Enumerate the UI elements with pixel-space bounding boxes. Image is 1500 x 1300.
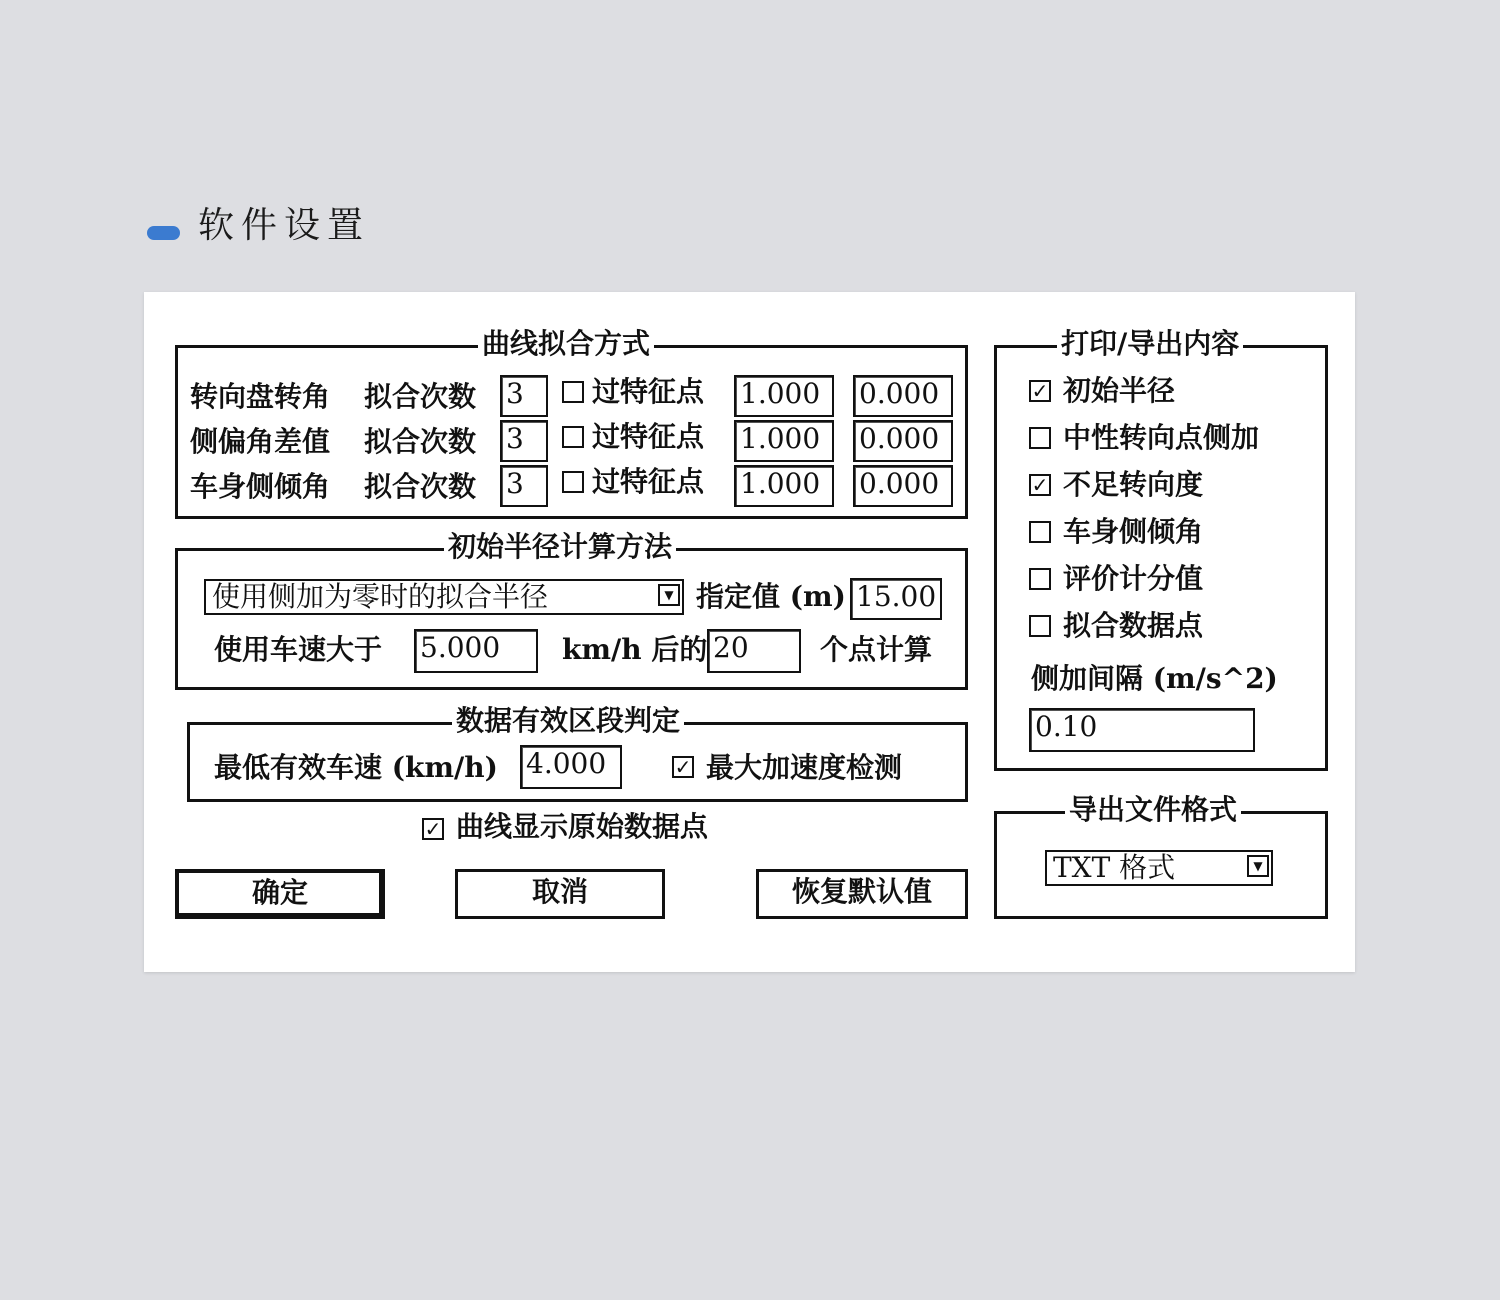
restore-defaults-button[interactable]: 恢复默认值 xyxy=(756,869,968,919)
speed-threshold-input[interactable]: 5.000 xyxy=(414,629,538,673)
fit-value2-input-slip[interactable]: 0.000 xyxy=(853,420,953,462)
page-title: 软件设置 xyxy=(198,205,371,246)
specified-value-label: 指定值 (m) xyxy=(696,580,846,613)
print-item-label: 不足转向度 xyxy=(1063,468,1204,501)
print-item-checkbox[interactable] xyxy=(1029,568,1051,590)
min-speed-input[interactable]: 4.000 xyxy=(520,745,622,789)
print-item-label: 评价计分值 xyxy=(1063,562,1204,595)
fit-order-label: 拟合次数 xyxy=(364,470,477,503)
print-item-checkbox[interactable]: ✓ xyxy=(1029,474,1051,496)
print-export-group xyxy=(994,327,1328,771)
fit-value2-input-steering[interactable]: 0.000 xyxy=(853,375,953,417)
curve-fit-legend: 曲线拟合方式 xyxy=(478,326,654,362)
radius-method-select[interactable] xyxy=(204,579,684,615)
lateral-accel-interval-input[interactable]: 0.10 xyxy=(1029,708,1255,752)
speed-threshold-label: 使用车速大于 xyxy=(214,633,383,666)
print-item-label: 初始半径 xyxy=(1063,374,1176,407)
print-item-label: 中性转向点侧加 xyxy=(1063,421,1260,454)
print-item-checkbox[interactable] xyxy=(1029,521,1051,543)
print-item-checkbox[interactable] xyxy=(1029,427,1051,449)
fit-order-input-steering[interactable]: 3 xyxy=(500,375,548,417)
max-accel-label: 最大加速度检测 xyxy=(706,751,903,784)
export-format-legend: 导出文件格式 xyxy=(1065,792,1241,828)
feature-point-label: 过特征点 xyxy=(592,465,705,498)
print-item-label: 拟合数据点 xyxy=(1063,609,1204,642)
print-item-label: 车身侧倾角 xyxy=(1063,515,1204,548)
show-raw-points-label: 曲线显示原始数据点 xyxy=(456,810,709,843)
curve-fit-group xyxy=(175,327,968,519)
fit-order-input-slip[interactable]: 3 xyxy=(500,420,548,462)
show-raw-points-checkbox[interactable]: ✓ xyxy=(422,818,444,840)
fit-order-input-roll[interactable]: 3 xyxy=(500,465,548,507)
fit-value2-input-roll[interactable]: 0.000 xyxy=(853,465,953,507)
feature-point-label: 过特征点 xyxy=(592,420,705,453)
fit-row-label: 转向盘转角 xyxy=(190,380,331,413)
cancel-button[interactable]: 取消 xyxy=(455,869,665,919)
export-format-select[interactable] xyxy=(1045,850,1273,886)
initial-radius-legend: 初始半径计算方法 xyxy=(444,529,676,565)
fit-order-label: 拟合次数 xyxy=(364,380,477,413)
feature-point-checkbox-roll[interactable] xyxy=(562,471,584,493)
print-item-checkbox[interactable]: ✓ xyxy=(1029,380,1051,402)
chevron-down-icon[interactable]: ▼ xyxy=(658,584,680,606)
lateral-accel-interval-label: 侧加间隔 (m/s^2) xyxy=(1031,662,1278,695)
feature-point-checkbox-steering[interactable] xyxy=(562,381,584,403)
fit-row-label: 侧偏角差值 xyxy=(190,425,331,458)
export-format-group xyxy=(994,793,1328,919)
feature-point-checkbox-slip[interactable] xyxy=(562,426,584,448)
feature-point-label: 过特征点 xyxy=(592,375,705,408)
print-item-checkbox[interactable] xyxy=(1029,615,1051,637)
chevron-down-icon[interactable]: ▼ xyxy=(1247,855,1269,877)
valid-range-legend: 数据有效区段判定 xyxy=(452,703,684,739)
fit-value1-input-slip[interactable]: 1.000 xyxy=(734,420,834,462)
settings-dialog xyxy=(144,292,1355,972)
export-format-value: TXT 格式 xyxy=(1053,851,1176,884)
fit-value1-input-steering[interactable]: 1.000 xyxy=(734,375,834,417)
point-count-input[interactable]: 20 xyxy=(707,629,801,673)
point-count-label: 个点计算 xyxy=(820,633,933,666)
radius-method-value: 使用侧加为零时的拟合半径 xyxy=(212,580,549,613)
after-speed-label: km/h 后的 xyxy=(562,633,708,666)
fit-value1-input-roll[interactable]: 1.000 xyxy=(734,465,834,507)
fit-order-label: 拟合次数 xyxy=(364,425,477,458)
initial-radius-group xyxy=(175,530,968,690)
min-speed-label: 最低有效车速 (km/h) xyxy=(214,751,498,784)
valid-range-group xyxy=(187,704,968,802)
fit-row-label: 车身侧倾角 xyxy=(190,470,331,503)
heading-accent-pill xyxy=(147,226,180,240)
print-export-legend: 打印/导出内容 xyxy=(1057,326,1243,362)
ok-button[interactable]: 确定 xyxy=(175,869,385,919)
specified-value-input[interactable]: 15.00 xyxy=(850,578,942,620)
max-accel-checkbox[interactable]: ✓ xyxy=(672,756,694,778)
